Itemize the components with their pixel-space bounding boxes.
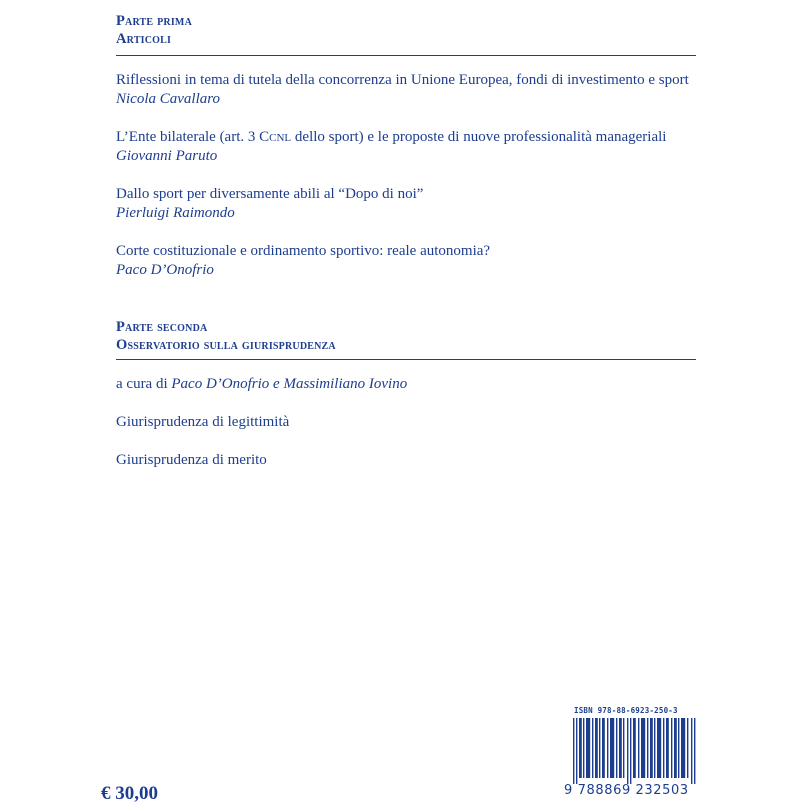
article-title: Dallo sport per diversamente abili al “Dopo di noi” <box>116 186 424 202</box>
part-one-rule <box>116 55 696 56</box>
part-one-subtitle: Articoli <box>116 31 172 47</box>
article-title: Corte costituzionale e ordinamento sportivo: reale autonomia? <box>116 243 491 259</box>
list-item: Giurisprudenza di legittimità <box>116 414 290 430</box>
price-label: € 30,00 <box>101 783 158 804</box>
curators-names: Paco D’Onofrio e Massimiliano Iovino <box>171 376 408 392</box>
curated-prefix: a cura di <box>116 376 168 392</box>
curators-line <box>116 375 407 394</box>
part-one-label: Parte prima <box>116 13 192 29</box>
article-author: Paco D’Onofrio <box>116 262 214 278</box>
article-entry <box>116 185 423 223</box>
barcode-bars <box>564 718 704 784</box>
part-two-rule <box>116 359 696 360</box>
article-title: L’Ente bilaterale (art. 3 Ccnl dello sport) e le proposte di nuove professionalità manageriali <box>116 129 667 145</box>
part-two-label: Parte seconda <box>116 319 208 335</box>
article-title: Riflessioni in tema di tutela della concorrenza in Unione Europea, fondi di investimento e sport <box>116 72 689 88</box>
isbn-digits: 9 788869 232503 <box>564 783 689 798</box>
list-item: Giurisprudenza di merito <box>116 452 267 468</box>
article-entry <box>116 128 666 166</box>
part-two-heading <box>116 318 336 354</box>
article-author: Pierluigi Raimondo <box>116 205 235 221</box>
isbn-text: ISBN 978-88-6923-250-3 <box>574 706 678 715</box>
article-entry <box>116 242 490 280</box>
article-author: Giovanni Paruto <box>116 148 218 164</box>
part-one-heading <box>116 12 192 48</box>
barcode <box>564 706 704 804</box>
article-entry <box>116 71 689 109</box>
article-author: Nicola Cavallaro <box>116 91 221 107</box>
part-two-subtitle: Osservatorio sulla giurisprudenza <box>116 337 336 353</box>
